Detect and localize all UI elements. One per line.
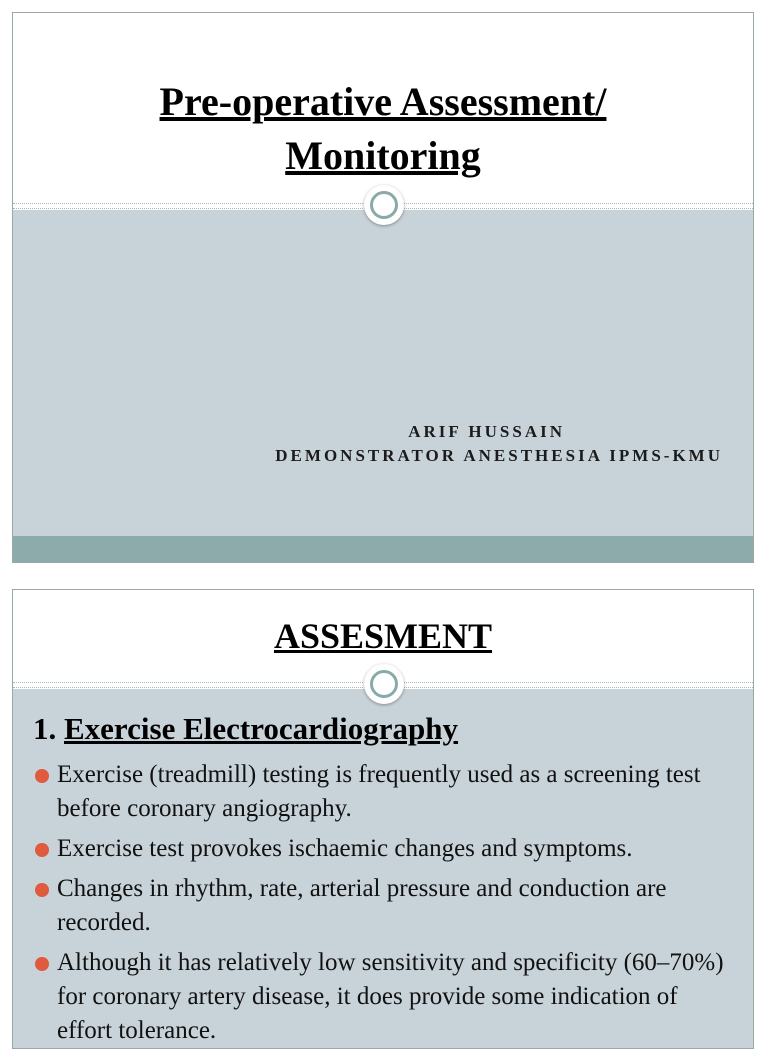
slide-heading: ASSESMENT	[273, 616, 493, 656]
bullet-dot-icon	[35, 883, 49, 897]
bullet-text: Exercise test provokes ischaemic changes and symptoms.	[57, 835, 633, 862]
section-heading	[33, 711, 458, 747]
slide-title-heading	[13, 75, 753, 183]
bullet-item	[33, 758, 733, 826]
section-number: 1.	[33, 711, 57, 746]
ring-ornament-icon	[364, 185, 404, 225]
title-line-2: Monitoring	[285, 133, 481, 178]
bullet-list	[33, 758, 733, 1049]
ring-ornament-icon	[364, 664, 404, 704]
bullet-item	[33, 872, 733, 940]
body-area	[13, 210, 753, 536]
bullet-dot-icon	[35, 769, 49, 783]
title-area	[13, 13, 753, 205]
bullet-item	[33, 946, 733, 1048]
bottom-band	[13, 536, 753, 563]
bullet-item	[33, 832, 733, 866]
bullet-dot-icon	[35, 957, 49, 971]
title-line-1: Pre-operative Assessment/	[159, 79, 607, 124]
bullet-dot-icon	[35, 843, 49, 857]
section-title: Exercise Electrocardiography	[64, 711, 459, 746]
bullet-text: Although it has relatively low sensitivity and specificity (60–70%) for coronary artery disease, it does provide some indication of effort tolerance.	[57, 949, 724, 1044]
slide-assessment	[12, 589, 754, 1049]
slide-title	[12, 12, 754, 563]
author-name: ARIF HUSSAIN	[408, 422, 565, 441]
bullet-text: Exercise (treadmill) testing is frequently used as a screening test before coronary angiography.	[57, 761, 701, 822]
bullet-text: Changes in rhythm, rate, arterial pressure and conduction are recorded.	[57, 875, 667, 936]
author-role: DEMONSTRATOR ANESTHESIA IPMS-KMU	[275, 446, 723, 465]
